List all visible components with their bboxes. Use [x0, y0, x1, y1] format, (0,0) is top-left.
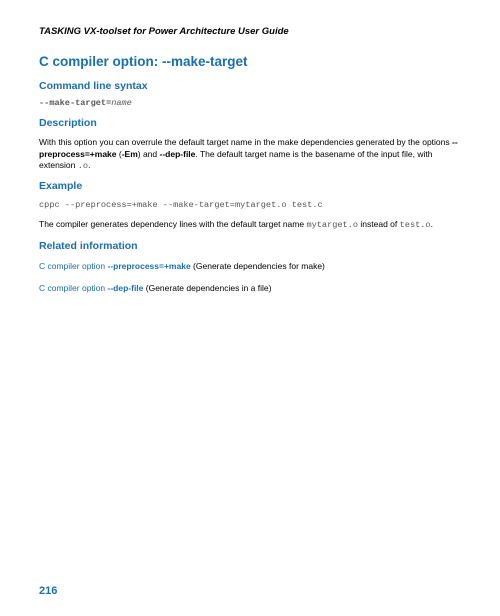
- related-description: (Generate dependencies in a file): [143, 283, 272, 293]
- example-heading: Example: [39, 180, 83, 192]
- description-heading: Description: [39, 117, 97, 129]
- syntax-line: [39, 98, 132, 108]
- description-text: ) and: [137, 148, 160, 159]
- related-heading: Related information: [39, 240, 138, 252]
- example-code: cppc --preprocess=+make --make-target=mytarget.o test.c: [39, 200, 323, 210]
- related-description: (Generate dependencies for make): [190, 261, 325, 271]
- page-title: C compiler option: --make-target: [39, 54, 248, 69]
- example-code-mytarget: mytarget.o: [306, 220, 359, 230]
- description-text: . The default target name is the basename of the input file, with extension: [39, 148, 433, 170]
- related-item: [39, 261, 464, 273]
- description-paragraph: [39, 137, 464, 173]
- extension-code: .o: [77, 161, 89, 171]
- page-number: 216: [39, 585, 58, 597]
- example-paragraph: [39, 219, 464, 232]
- description-text: .: [88, 160, 91, 170]
- related-link-option: --dep-file: [107, 283, 144, 293]
- description-text: With this option you can overrule the default target name in the make dependencies generated by the options: [39, 137, 452, 147]
- description-text: (: [116, 148, 122, 159]
- related-link-text: C compiler option: [39, 283, 108, 293]
- related-link-option: --preprocess=+make: [107, 261, 191, 271]
- example-text: .: [430, 219, 433, 229]
- example-code-test: test.o: [399, 220, 431, 230]
- related-item: [39, 283, 464, 295]
- syntax-arg: name: [111, 98, 132, 108]
- option-preprocess: --preprocess=+make: [39, 137, 458, 159]
- syntax-heading: Command line syntax: [39, 80, 148, 92]
- example-text: The compiler generates dependency lines with the default target name: [39, 219, 307, 229]
- option-em: -Em: [121, 148, 138, 159]
- related-link-text: C compiler option: [39, 261, 108, 271]
- related-link-dep-file[interactable]: [39, 283, 143, 293]
- related-link-preprocess[interactable]: [39, 261, 191, 271]
- syntax-option: --make-target=: [39, 98, 112, 108]
- option-dep-file: --dep-file: [159, 148, 196, 159]
- running-header: TASKING VX-toolset for Power Architecture User Guide: [39, 26, 289, 37]
- example-text: instead of: [358, 219, 400, 229]
